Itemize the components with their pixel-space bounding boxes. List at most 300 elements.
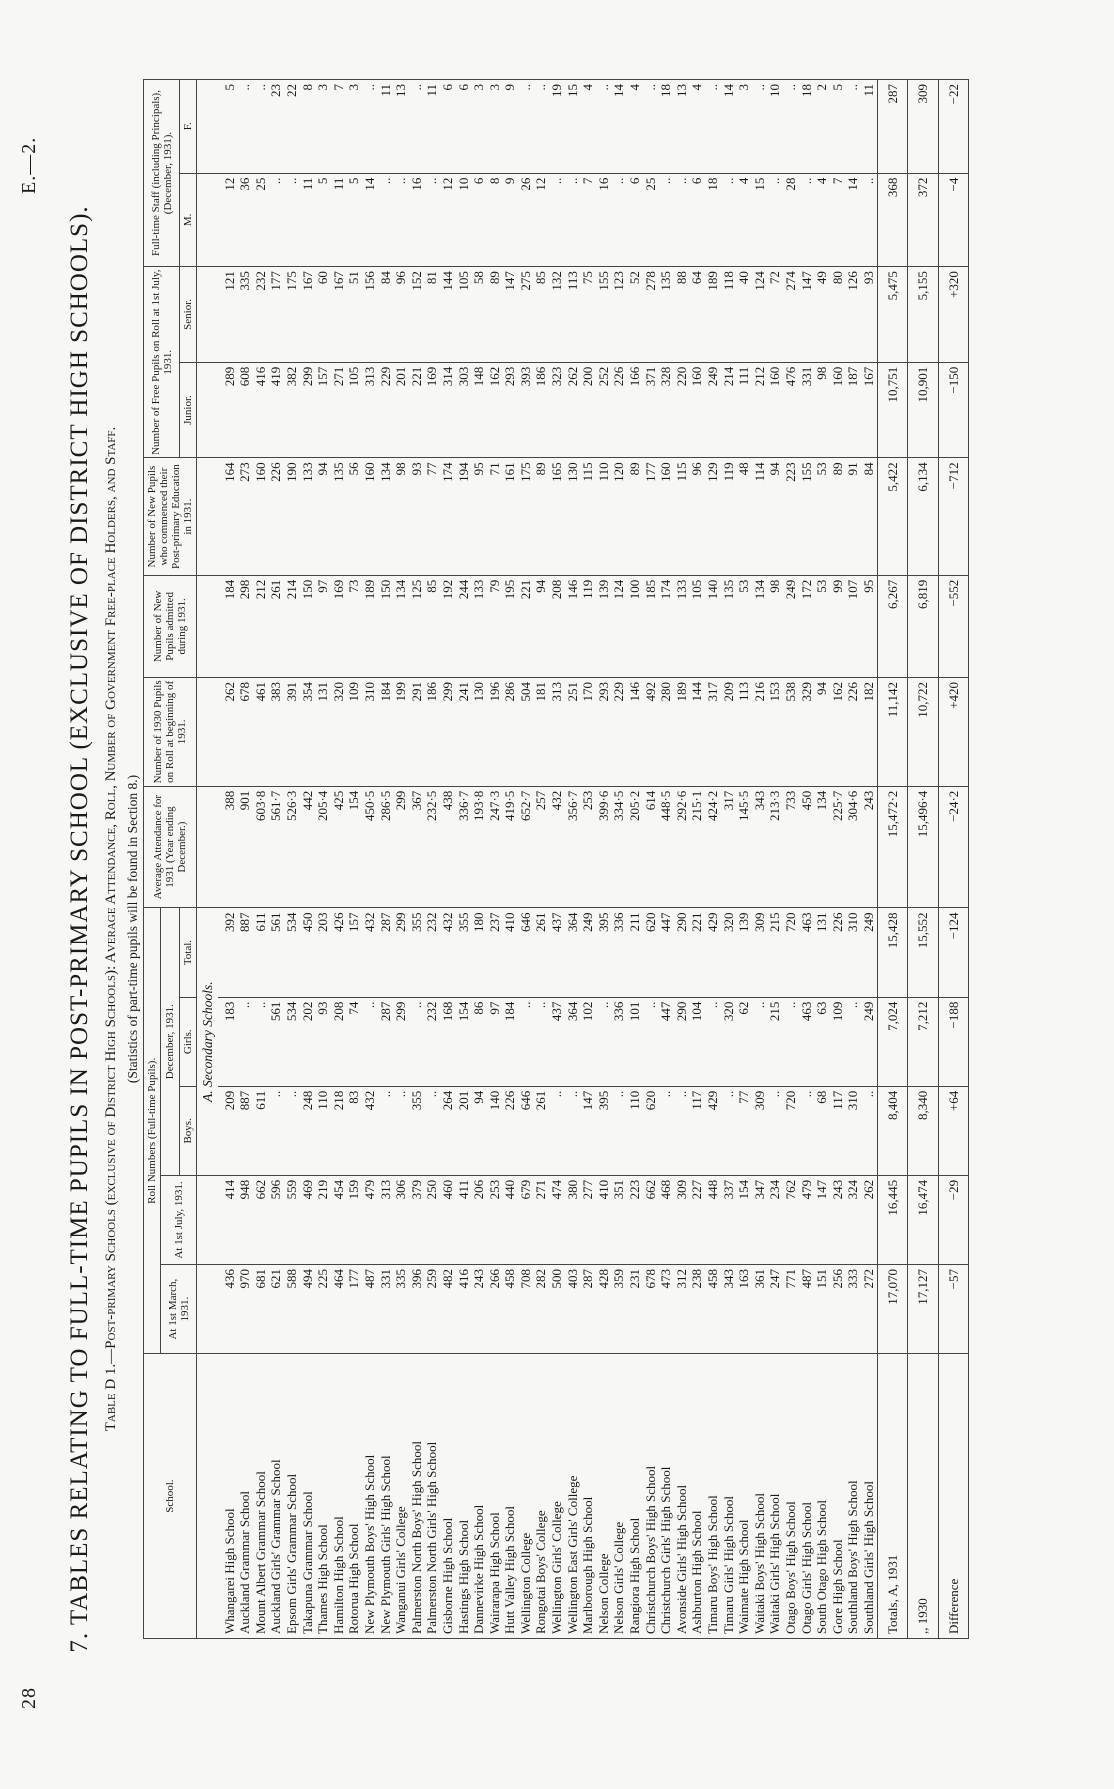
cell-sen: 152 [409, 267, 425, 363]
school-name-cell [643, 1354, 659, 1639]
cell-p1930: 678 [237, 677, 253, 786]
cell-sen: 118 [721, 267, 737, 363]
table-row [300, 80, 316, 1639]
cell-sm: 25 [253, 173, 269, 266]
cell-avg: 193·8 [471, 786, 487, 908]
cell-jun: 157 [315, 362, 331, 458]
cell-j1: 306 [393, 1175, 409, 1264]
cell-girls: 86 [471, 997, 487, 1086]
cell-total: 215 [767, 908, 783, 997]
cell-m1: 335 [393, 1265, 409, 1354]
cell-sf: 15 [565, 80, 581, 174]
cell-com: 96 [689, 458, 705, 575]
cell-boys: 68 [814, 1086, 830, 1175]
cell-j1: 253 [487, 1175, 503, 1264]
cell-boys: 309 [752, 1086, 768, 1175]
cell-avg: 424·2 [705, 786, 721, 908]
cell-total: 203 [315, 908, 331, 997]
cell-j1: 479 [362, 1175, 378, 1264]
school-name-cell [471, 1354, 487, 1639]
cell-sf: 22 [284, 80, 300, 174]
cell-j1: 440 [502, 1175, 518, 1264]
cell-girls: 62 [736, 997, 752, 1086]
cell-total: 720 [783, 908, 799, 997]
cell-sm: 14 [362, 173, 378, 266]
col-at-july-header: At 1st July, 1931. [161, 1175, 197, 1264]
cell-adm: 53 [814, 575, 830, 677]
table-row [424, 80, 440, 1639]
cell-sf: 5 [830, 80, 846, 174]
cell-m1: 259 [424, 1265, 440, 1354]
cell-girls: 447 [658, 997, 674, 1086]
cell-sf: 3 [487, 80, 503, 174]
cell-sen: 89 [487, 267, 503, 363]
table-row [346, 80, 362, 1639]
cell-boys: 611 [253, 1086, 269, 1175]
cell-sen: 81 [424, 267, 440, 363]
table-note: (Statistics of part-time pupils will be found in Section 8.) [125, 774, 140, 1084]
cell-avg: 292·6 [674, 786, 690, 908]
cell-girls: 299 [393, 997, 409, 1086]
cell-sf: 11 [424, 80, 440, 174]
cell-sen: 60 [315, 267, 331, 363]
cell-p1930: 130 [471, 677, 487, 786]
cell-total: 226 [830, 908, 846, 997]
cell-sm: 16 [596, 173, 612, 266]
cell-sm: .. [658, 173, 674, 266]
cell-j1: 206 [471, 1175, 487, 1264]
cell-p1930: 286 [502, 677, 518, 786]
cell-sen: 144 [440, 267, 456, 363]
cell-total: 221 [689, 908, 705, 997]
table-row [549, 80, 565, 1639]
cell-sen: 52 [627, 267, 643, 363]
school-name: Wanganui Girls' College [393, 1506, 409, 1634]
cell-total: 646 [518, 908, 534, 997]
cell-sm: 5 [315, 173, 331, 266]
col-girls-header: Girls. [180, 997, 197, 1086]
cell-j1: 380 [565, 1175, 581, 1264]
school-name: Difference [945, 1578, 961, 1634]
cell-j1: 16,445 [877, 1175, 908, 1264]
cell-com: 160 [658, 458, 674, 575]
cell-girls: 93 [315, 997, 331, 1086]
cell-adm: 261 [268, 575, 284, 677]
table-row [830, 80, 846, 1639]
cell-p1930: 113 [736, 677, 752, 786]
cell-m1: 238 [689, 1265, 705, 1354]
cell-com: 89 [533, 458, 549, 575]
cell-jun: 226 [611, 362, 627, 458]
cell-sm: 10 [456, 173, 472, 266]
cell-sen: 40 [736, 267, 752, 363]
cell-total: 336 [611, 908, 627, 997]
cell-j1: 460 [440, 1175, 456, 1264]
table-row [487, 80, 503, 1639]
cell-girls: 154 [456, 997, 472, 1086]
cell-sf: 5 [218, 80, 238, 174]
cell-jun: 393 [518, 362, 534, 458]
cell-com: 190 [284, 458, 300, 575]
cell-jun: 160 [689, 362, 705, 458]
cell-adm: 146 [565, 575, 581, 677]
cell-j1: 468 [658, 1175, 674, 1264]
cell-com: 135 [331, 458, 347, 575]
cell-total: 410 [502, 908, 518, 997]
col-male-header: M. [180, 173, 197, 266]
cell-adm: 94 [533, 575, 549, 677]
cell-com: 94 [767, 458, 783, 575]
cell-jun: 608 [237, 362, 253, 458]
cell-sen: 155 [596, 267, 612, 363]
cell-avg: 432 [549, 786, 565, 908]
cell-sf: 4 [689, 80, 705, 174]
cell-adm: 99 [830, 575, 846, 677]
cell-boys: .. [549, 1086, 565, 1175]
cell-adm: −552 [938, 575, 969, 677]
cell-m1: 458 [502, 1265, 518, 1354]
cell-j1: 277 [580, 1175, 596, 1264]
col-staff-group-header: Full-time Staff (including Principals), (December, 1931). [144, 80, 180, 267]
school-name-cell [752, 1354, 768, 1639]
col-school-header: School. [144, 1354, 197, 1639]
cell-boys: .. [658, 1086, 674, 1175]
cell-sf: .. [409, 80, 425, 174]
cell-jun: 201 [393, 362, 409, 458]
cell-boys: 261 [533, 1086, 549, 1175]
cell-girls: .. [783, 997, 799, 1086]
cell-sf: .. [705, 80, 721, 174]
cell-com: 95 [471, 458, 487, 575]
cell-sm: 18 [705, 173, 721, 266]
cell-adm: 124 [611, 575, 627, 677]
cell-adm: 107 [845, 575, 861, 677]
cell-com: 110 [596, 458, 612, 575]
cell-adm: 298 [237, 575, 253, 677]
cell-sen: 335 [237, 267, 253, 363]
cell-jun: 476 [783, 362, 799, 458]
col-new-commenced-header: Number of New Pupils who commenced their Post-primary Education in 1931. [144, 458, 197, 575]
school-name-cell [861, 1354, 877, 1639]
totals-row [877, 80, 908, 1639]
cell-avg: 561·7 [268, 786, 284, 908]
table-row [533, 80, 549, 1639]
cell-sm: .. [565, 173, 581, 266]
cell-m1: 361 [752, 1265, 768, 1354]
cell-p1930: 199 [393, 677, 409, 786]
cell-adm: 6,819 [908, 575, 939, 677]
cell-j1: 414 [218, 1175, 238, 1264]
cell-sm: .. [268, 173, 284, 266]
cell-j1: 313 [378, 1175, 394, 1264]
cell-adm: 208 [549, 575, 565, 677]
cell-m1: 464 [331, 1265, 347, 1354]
school-name: Rongotai Boys' College [533, 1510, 549, 1634]
school-name-cell [845, 1354, 861, 1639]
cell-adm: 244 [456, 575, 472, 677]
cell-p1930: 146 [627, 677, 643, 786]
cell-total: 180 [471, 908, 487, 997]
cell-com: 84 [861, 458, 877, 575]
cell-avg: 225·7 [830, 786, 846, 908]
col-female-header: F. [180, 80, 197, 174]
cell-total: 561 [268, 908, 284, 997]
cell-avg: 154 [346, 786, 362, 908]
cell-j1: 479 [799, 1175, 815, 1264]
table-row [736, 80, 752, 1639]
cell-p1930: +420 [938, 677, 969, 786]
col-december-header: December, 1931. [161, 908, 180, 1175]
cell-boys: 94 [471, 1086, 487, 1175]
cell-avg: 213·3 [767, 786, 783, 908]
cell-m1: 588 [284, 1265, 300, 1354]
cell-total: 450 [300, 908, 316, 997]
cell-sf: .. [845, 80, 861, 174]
cell-boys: 887 [237, 1086, 253, 1175]
cell-j1: 16,474 [908, 1175, 939, 1264]
cell-adm: 195 [502, 575, 518, 677]
cell-com: 114 [752, 458, 768, 575]
cell-girls: 184 [502, 997, 518, 1086]
cell-com: 194 [456, 458, 472, 575]
cell-p1930: 181 [533, 677, 549, 786]
cell-j1: 234 [767, 1175, 783, 1264]
cell-adm: 85 [424, 575, 440, 677]
cell-girls: 109 [830, 997, 846, 1086]
table-row [268, 80, 284, 1639]
col-1930-pupils-header: Number of 1930 Pupils on Roll at beginning of 1931. [144, 677, 197, 786]
cell-avg: 145·5 [736, 786, 752, 908]
cell-avg: 257 [533, 786, 549, 908]
cell-sf: 4 [627, 80, 643, 174]
cell-sen: 126 [845, 267, 861, 363]
cell-girls: 437 [549, 997, 565, 1086]
school-name-cell [268, 1354, 284, 1639]
cell-sm: 7 [580, 173, 596, 266]
cell-avg: 205·2 [627, 786, 643, 908]
cell-avg: 15,496·4 [908, 786, 939, 908]
cell-girls: 97 [487, 997, 503, 1086]
cell-sf: 9 [502, 80, 518, 174]
cell-jun: 166 [627, 362, 643, 458]
school-name-cell [440, 1354, 456, 1639]
school-name: Auckland Grammar School [237, 1491, 253, 1634]
school-name-cell [705, 1354, 721, 1639]
cell-sen: 132 [549, 267, 565, 363]
school-name-cell [456, 1354, 472, 1639]
cell-total: 299 [393, 908, 409, 997]
cell-m1: 681 [253, 1265, 269, 1354]
cell-m1: 771 [783, 1265, 799, 1354]
cell-girls: 208 [331, 997, 347, 1086]
cell-adm: 125 [409, 575, 425, 677]
cell-com: 53 [814, 458, 830, 575]
school-name-cell [237, 1354, 253, 1639]
cell-sf: 14 [611, 80, 627, 174]
cell-m1: 177 [346, 1265, 362, 1354]
school-name: Mount Albert Grammar School [252, 1471, 268, 1634]
cell-com: 77 [424, 458, 440, 575]
cell-sf: 287 [877, 80, 908, 174]
cell-boys: 432 [362, 1086, 378, 1175]
school-name: Ashburton High School [689, 1510, 705, 1634]
cell-m1: 247 [767, 1265, 783, 1354]
cell-jun: 419 [268, 362, 284, 458]
cell-adm: 105 [689, 575, 705, 677]
cell-m1: 494 [300, 1265, 316, 1354]
cell-total: 157 [346, 908, 362, 997]
cell-girls: 215 [767, 997, 783, 1086]
cell-sm: 36 [237, 173, 253, 266]
cell-m1: 282 [533, 1265, 549, 1354]
cell-sen: 124 [752, 267, 768, 363]
table-row [674, 80, 690, 1639]
cell-jun: 169 [424, 362, 440, 458]
cell-adm: 95 [861, 575, 877, 677]
cell-sf: .. [253, 80, 269, 174]
cell-m1: 256 [830, 1265, 846, 1354]
cell-boys: 355 [409, 1086, 425, 1175]
col-new-admitted-header: Number of New Pupils admitted during 1931. [144, 575, 197, 677]
cell-com: 120 [611, 458, 627, 575]
table-row [362, 80, 378, 1639]
table-row [409, 80, 425, 1639]
cell-sf: 3 [346, 80, 362, 174]
school-name-cell [596, 1354, 612, 1639]
cell-total: 611 [253, 908, 269, 997]
cell-m1: 403 [565, 1265, 581, 1354]
school-name: Whangarei High School [221, 1508, 237, 1634]
table-row [689, 80, 705, 1639]
cell-j1: 379 [409, 1175, 425, 1264]
school-name-cell [799, 1354, 815, 1639]
school-name: Southland Boys' High School [845, 1480, 861, 1634]
cell-m1: 482 [440, 1265, 456, 1354]
cell-j1: 262 [861, 1175, 877, 1264]
cell-jun: 382 [284, 362, 300, 458]
cell-sm: .. [284, 173, 300, 266]
school-name: Nelson College [595, 1553, 611, 1634]
cell-p1930: 293 [596, 677, 612, 786]
cell-sen: 156 [362, 267, 378, 363]
cell-girls: 290 [674, 997, 690, 1086]
cell-m1: 436 [218, 1265, 238, 1354]
col-junior-header: Junior. [180, 362, 197, 458]
school-name: Gore High School [829, 1539, 845, 1634]
cell-total: 237 [487, 908, 503, 997]
cell-boys: 310 [845, 1086, 861, 1175]
school-name-cell [284, 1354, 300, 1639]
school-name-cell [908, 1354, 939, 1639]
cell-sf: 7 [331, 80, 347, 174]
cell-p1930: 153 [767, 677, 783, 786]
cell-girls: 320 [721, 997, 737, 1086]
cell-sen: 80 [830, 267, 846, 363]
cell-total: 429 [705, 908, 721, 997]
school-name-cell [424, 1354, 440, 1639]
totals-row [908, 80, 939, 1639]
cell-com: −712 [938, 458, 969, 575]
cell-sen: 96 [393, 267, 409, 363]
cell-girls: .. [705, 997, 721, 1086]
cell-p1930: 182 [861, 677, 877, 786]
cell-adm: 133 [674, 575, 690, 677]
cell-sf: 3 [315, 80, 331, 174]
cell-j1: 147 [814, 1175, 830, 1264]
cell-total: 261 [533, 908, 549, 997]
cell-com: 5,422 [877, 458, 908, 575]
cell-com: 175 [518, 458, 534, 575]
cell-boys: .. [767, 1086, 783, 1175]
cell-avg: 419·5 [502, 786, 518, 908]
cell-sm: 5 [346, 173, 362, 266]
cell-boys: .. [799, 1086, 815, 1175]
table-row [861, 80, 877, 1639]
cell-boys: .. [424, 1086, 440, 1175]
cell-total: 287 [378, 908, 394, 997]
school-name-cell [580, 1354, 596, 1639]
cell-sen: 58 [471, 267, 487, 363]
cell-avg: 442 [300, 786, 316, 908]
cell-boys: 8,404 [877, 1086, 908, 1175]
cell-avg: 438 [440, 786, 456, 908]
cell-com: 177 [643, 458, 659, 575]
cell-girls: .. [643, 997, 659, 1086]
cell-j1: 219 [315, 1175, 331, 1264]
cell-girls: .. [518, 997, 534, 1086]
cell-avg: 215·1 [689, 786, 705, 908]
cell-sf: 2 [814, 80, 830, 174]
cell-com: 160 [253, 458, 269, 575]
cell-sm: 372 [908, 173, 939, 266]
cell-sen: 49 [814, 267, 830, 363]
cell-j1: 454 [331, 1175, 347, 1264]
school-name: Southland Girls' High School [860, 1481, 876, 1634]
cell-j1: 948 [237, 1175, 253, 1264]
cell-m1: 272 [861, 1265, 877, 1354]
cell-adm: 6,267 [877, 575, 908, 677]
cell-total: 15,428 [877, 908, 908, 997]
cell-jun: 160 [767, 362, 783, 458]
cell-m1: 287 [580, 1265, 596, 1354]
cell-m1: 970 [237, 1265, 253, 1354]
school-name: New Plymouth Boys' High School [361, 1454, 377, 1634]
cell-adm: 174 [658, 575, 674, 677]
cell-sf: 3 [471, 80, 487, 174]
table-row [284, 80, 300, 1639]
cell-sf: 6 [456, 80, 472, 174]
cell-adm: 98 [767, 575, 783, 677]
cell-j1: 596 [268, 1175, 284, 1264]
col-total-header: Total. [180, 908, 197, 997]
cell-sm: 12 [218, 173, 238, 266]
school-name: Totals, A, 1931 [884, 1554, 900, 1634]
cell-j1: 309 [674, 1175, 690, 1264]
cell-avg: 247·3 [487, 786, 503, 908]
cell-sm: 12 [440, 173, 456, 266]
cell-m1: 708 [518, 1265, 534, 1354]
page-number: 28 [18, 1687, 40, 1709]
cell-sm: 4 [736, 173, 752, 266]
school-name: Wellington Girls' College [549, 1501, 565, 1634]
cell-boys: 646 [518, 1086, 534, 1175]
cell-sm: 6 [471, 173, 487, 266]
col-at-march-header: At 1st March, 1931. [161, 1265, 197, 1354]
cell-jun: 371 [643, 362, 659, 458]
cell-jun: 220 [674, 362, 690, 458]
table-body [197, 80, 969, 1639]
school-name: Hutt Valley High School [502, 1506, 518, 1634]
